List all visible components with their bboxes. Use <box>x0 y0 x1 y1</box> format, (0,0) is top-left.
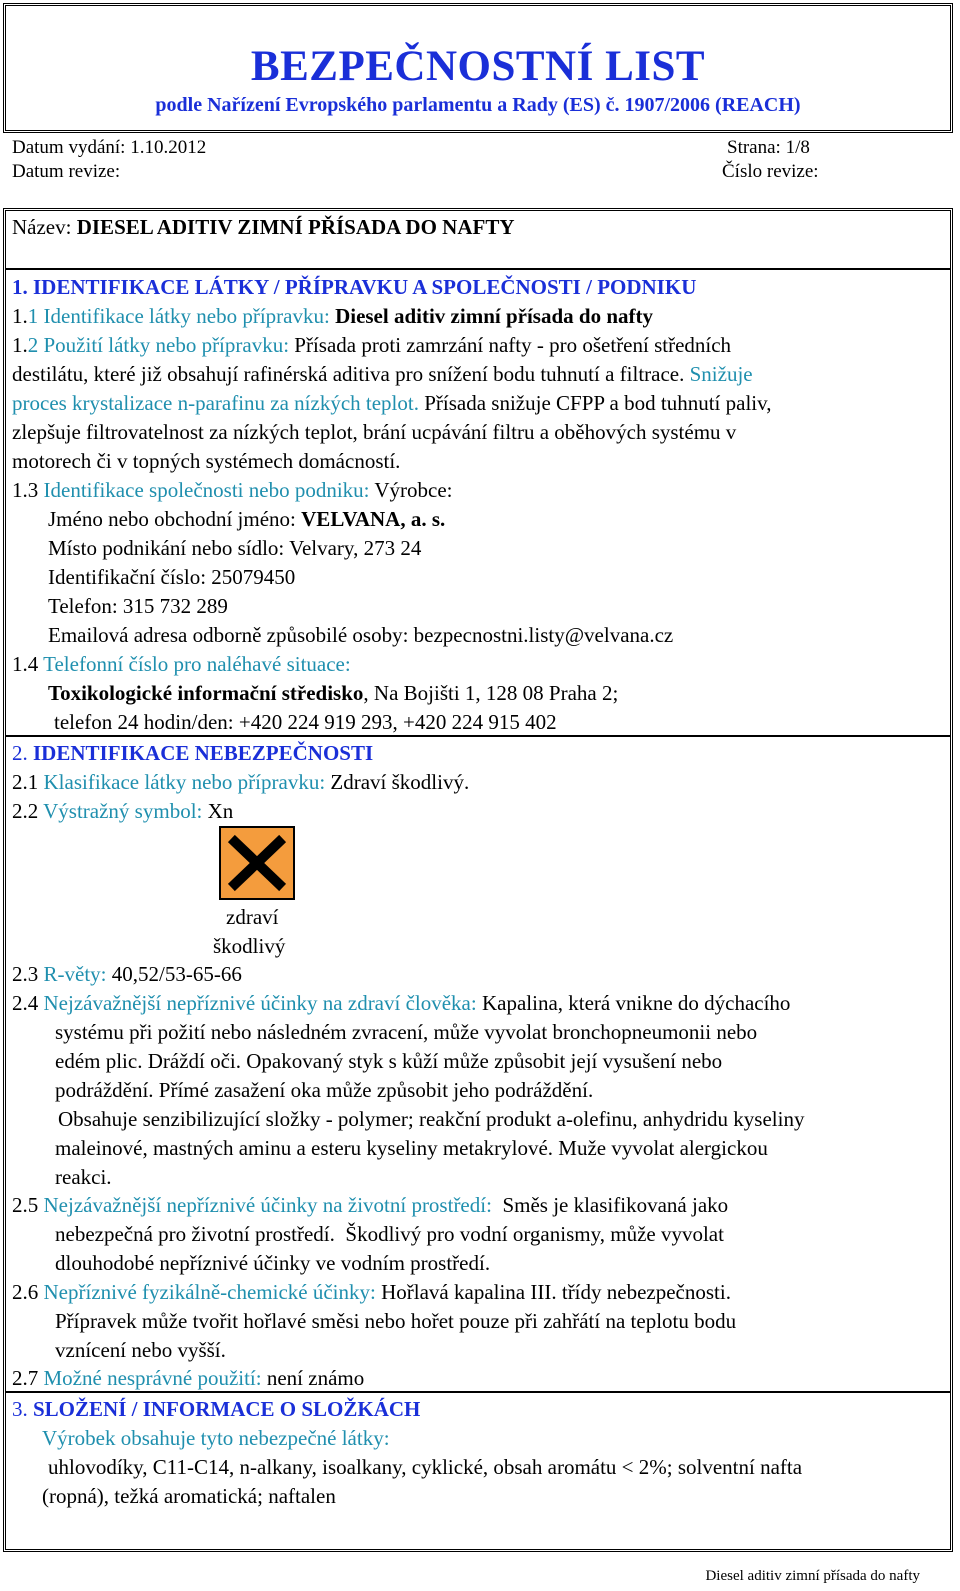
section-2-1-number: 2.1 <box>12 770 44 794</box>
section-3-substances-line-1: uhlovodíky, C11-C14, n-alkany, isoalkany, cyklické, obsah aromátu < 2%; solventní nafta <box>48 1455 803 1479</box>
section-2-3-label: R-věty: <box>43 962 112 986</box>
title-box <box>3 3 953 133</box>
company-name-label: Jméno nebo obchodní jméno: <box>48 507 302 531</box>
section-2-5-line-3: dlouhodobé nepříznivé účinky ve vodním prostředí. <box>55 1251 491 1275</box>
section-2-4-label: Nejzávažnější nepříznivé účinky na zdraví člověka: <box>43 991 482 1015</box>
section-2-4-number: 2.4 <box>12 991 44 1015</box>
section-2-3 <box>12 960 242 988</box>
section-2-heading <box>12 739 373 767</box>
section-1-heading: 1. IDENTIFIKACE LÁTKY / PŘÍPRAVKU A SPOLEČNOSTI / PODNIKU <box>12 275 697 299</box>
section-1-2-number: 1. <box>12 333 28 357</box>
section-2-7-value: není známo <box>266 1366 365 1390</box>
section-2-2 <box>12 797 233 825</box>
symbol-caption-line-2: škodlivý <box>213 934 286 958</box>
section-2-6-value: Hořlavá kapalina III. třídy nebezpečnosti. <box>381 1280 731 1304</box>
section-2-4-line-2: systému při požití nebo následném zvracení, může vyvolat bronchopneumonii nebo <box>55 1020 758 1044</box>
section-1-2-text-a: destilátu, které již obsahují rafinérská aditiva pro snížení bodu tuhnutí a filtrace. <box>12 362 690 386</box>
section-1-1 <box>12 302 653 330</box>
section-3-title: SLOŽENÍ / INFORMACE O SLOŽKÁCH <box>33 1397 421 1421</box>
product-name-row <box>12 213 515 241</box>
section-3-substances-line-2: (ropná), težká aromatická; naftalen <box>42 1484 336 1508</box>
section-1-2-text-b: Snižuje <box>689 362 753 386</box>
document-subtitle: podle Nařízení Evropského parlamentu a Rady (ES) č. 1907/2006 (REACH) <box>155 94 801 116</box>
section-2-4-line-5: Obsahuje senzibilizující složky - polymer; reakční produkt a-olefinu, anhydridu kyseliny <box>58 1107 805 1131</box>
section-2-2-value: Xn <box>207 799 234 823</box>
section-1-2-text-d: Přísada snižuje CFPP a bod tuhnutí paliv, <box>424 391 772 415</box>
section-1-4-label: Telefonní číslo pro naléhavé situace: <box>43 652 351 676</box>
section-2-7 <box>12 1364 364 1392</box>
issue-date: Datum vydání: 1.10.2012 <box>12 137 207 158</box>
section-2-5-label: Nejzávažnější nepříznivé účinky na životní prostředí: <box>43 1193 498 1217</box>
section-1-1-value: Diesel aditiv zimní přísada do nafty <box>335 304 653 328</box>
section-1-2-line-1 <box>12 331 731 359</box>
section-1-3-value: Výrobce: <box>374 478 453 502</box>
section-1-4 <box>12 650 351 678</box>
company-email: Emailová adresa odborně způsobilé osoby: bezpecnostni.listy@velvana.cz <box>48 623 674 647</box>
section-2-4-line-3: edém plic. Dráždí oči. Opakovaný styk s kůží může způsobit její vysušení nebo <box>55 1049 723 1073</box>
section-2-title: IDENTIFIKACE NEBEZPEČNOSTI <box>33 741 374 765</box>
toxicology-center <box>48 679 618 707</box>
company-id: Identifikační číslo: 25079450 <box>48 565 296 589</box>
section-2-4-line-1 <box>12 989 790 1017</box>
section-2-3-value: 40,52/53-65-66 <box>111 962 242 986</box>
section-2-5-line-1 <box>12 1191 728 1219</box>
section-2-7-number: 2.7 <box>12 1366 44 1390</box>
section-1-2-line-3 <box>12 389 772 417</box>
section-2-4-line-4: podráždění. Přímé zasažení oka může způsobit jeho podráždění. <box>55 1078 594 1102</box>
section-1-2-text-c: proces krystalizace n-parafinu za nízkých teplot. <box>12 391 425 415</box>
section-2-6-line-3: vznícení nebo vyšší. <box>55 1338 226 1362</box>
section-2-1-value: Zdraví škodlivý. <box>330 770 470 794</box>
section-1-1-number: 1. <box>12 304 28 328</box>
section-1-2-line-5: motorech či v topných systémech domácností. <box>12 449 401 473</box>
section-2-5-value: Směs je klasifikovaná jako <box>497 1193 729 1217</box>
section-2-6-number: 2.6 <box>12 1280 44 1304</box>
section-2-6-line-2: Přípravek může tvořit hořlavé směsi nebo hořet pouze při zahřátí na teplotu bodu <box>55 1309 737 1333</box>
section-2-2-number: 2.2 <box>12 799 44 823</box>
company-phone: Telefon: 315 732 289 <box>48 594 228 618</box>
section-1-2-value: Přísada proti zamrzání nafty - pro ošetření středních <box>294 333 732 357</box>
harmful-cross-shape <box>227 834 287 892</box>
section-2-number: 2. <box>12 741 33 765</box>
symbol-caption-line-1: zdraví <box>226 905 279 929</box>
revision-date: Datum revize: <box>12 161 121 182</box>
section-1-3-number: 1.3 <box>12 478 44 502</box>
product-label: Název: <box>12 215 77 239</box>
section-1-1-label: 1 Identifikace látky nebo přípravku: <box>27 304 336 328</box>
toxicology-phone: telefon 24 hodin/den: +420 224 919 293, +420 224 915 402 <box>54 710 557 734</box>
section-1-2-label: 2 Použití látky nebo přípravku: <box>27 333 295 357</box>
section-2-5-line-2: nebezpečná pro životní prostředí. Škodlivý pro vodní organismy, může vyvolat <box>55 1222 724 1246</box>
footer-product-name: Diesel aditiv zimní přísada do nafty <box>705 1568 920 1584</box>
section-1-4-number: 1.4 <box>12 652 44 676</box>
section-1-3-label: Identifikace společnosti nebo podniku: <box>43 478 375 502</box>
section-3-number: 3. <box>12 1397 33 1421</box>
revision-number: Číslo revize: <box>722 161 819 182</box>
document-title: BEZPEČNOSTNÍ LIST <box>250 43 706 90</box>
section-2-6-label: Nepříznivé fyzikálně-chemické účinky: <box>43 1280 382 1304</box>
section-2-4-line-6: maleinové, mastných aminu a esteru kyseliny metakrylové. Muže vyvolat alergickou <box>55 1136 768 1160</box>
section-2-4-value: Kapalina, která vnikne do dýchacího <box>481 991 791 1015</box>
page-number: Strana: 1/8 <box>727 137 810 158</box>
toxicology-center-name: Toxikologické informační středisko <box>48 681 364 705</box>
toxicology-center-address: , Na Bojišti 1, 128 08 Praha 2; <box>363 681 619 705</box>
company-name-row <box>48 505 445 533</box>
section-2-1-label: Klasifikace látky nebo přípravku: <box>43 770 331 794</box>
section-2-3-number: 2.3 <box>12 962 44 986</box>
company-seat: Místo podnikání nebo sídlo: Velvary, 273 24 <box>48 536 422 560</box>
section-1-2-line-4: zlepšuje filtrovatelnost za nízkých teplot, brání ucpávání filtru a oběhových systému v <box>12 420 737 444</box>
section-1-2-line-2 <box>12 360 753 388</box>
divider-product <box>6 268 950 270</box>
company-name: VELVANA, a. s. <box>301 507 446 531</box>
section-2-1 <box>12 768 469 796</box>
product-name: DIESEL ADITIV ZIMNÍ PŘÍSADA DO NAFTY <box>76 215 515 239</box>
section-1-3 <box>12 476 453 504</box>
section-2-2-label: Výstražný symbol: <box>43 799 208 823</box>
section-2-6-line-1 <box>12 1278 731 1306</box>
section-2-5-number: 2.5 <box>12 1193 44 1217</box>
section-2-7-label: Možné nesprávné použití: <box>43 1366 267 1390</box>
harmful-x-cross-icon <box>219 826 295 900</box>
section-3-heading <box>12 1395 420 1423</box>
section-3-intro: Výrobek obsahuje tyto nebezpečné látky: <box>42 1426 390 1450</box>
section-2-4-line-7: reakci. <box>55 1165 112 1189</box>
